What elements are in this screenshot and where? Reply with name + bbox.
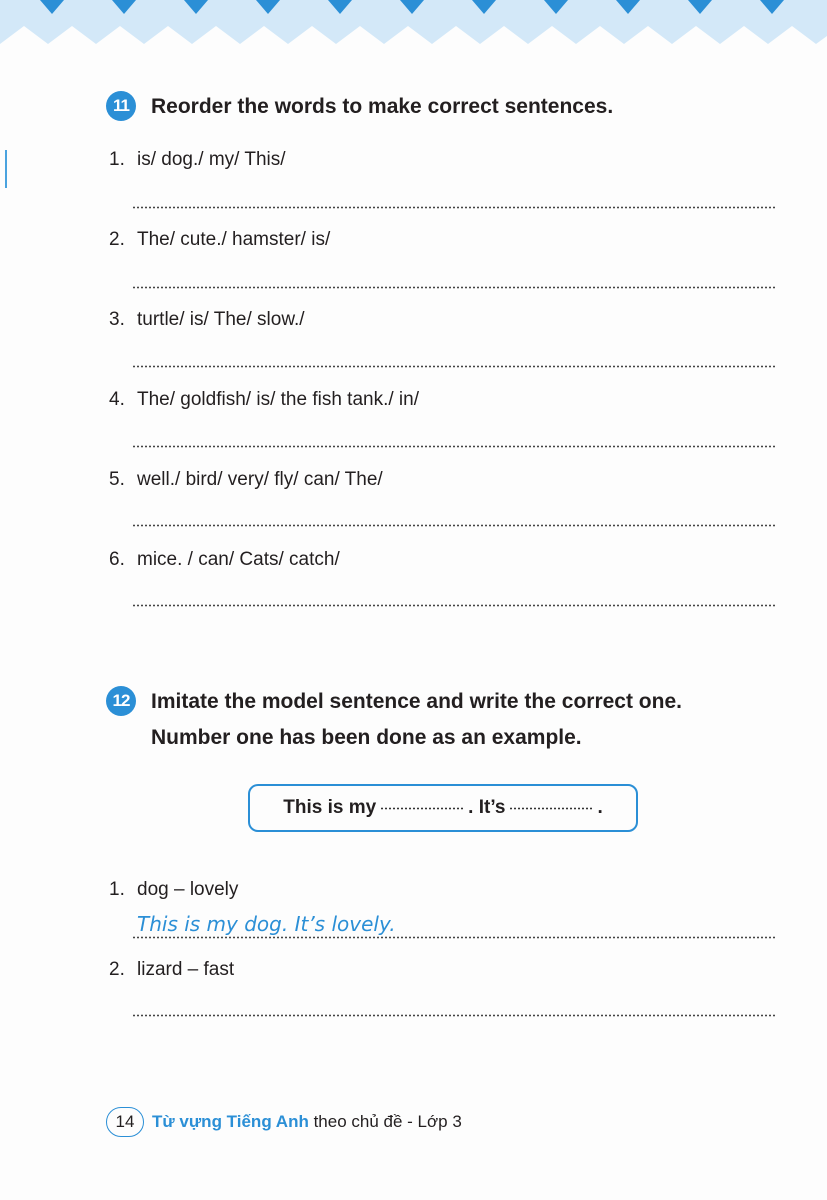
model-part-2: . It’s	[468, 797, 506, 818]
answer-line[interactable]	[132, 604, 776, 607]
example-answer: This is my dog. It’s lovely.	[137, 912, 396, 936]
list-item	[109, 309, 305, 331]
exercise-title-line-1: Imitate the model sentence and write the correct one.	[151, 690, 682, 713]
exercise-title: Reorder the words to make correct sentences.	[151, 95, 614, 118]
item-text: is/ dog./ my/ This/	[137, 149, 286, 170]
exercise-11-header	[106, 89, 613, 125]
answer-line[interactable]	[132, 286, 776, 289]
item-number: 5.	[109, 469, 125, 490]
answer-line[interactable]	[132, 936, 776, 939]
book-brand: Từ vựng Tiếng Anh	[152, 1112, 309, 1131]
book-title	[152, 1112, 462, 1132]
exercise-title	[151, 684, 682, 756]
answer-line[interactable]	[132, 1014, 776, 1017]
item-text: The/ cute./ hamster/ is/	[137, 229, 331, 250]
model-blank-1	[380, 807, 464, 810]
item-text: mice. / can/ Cats/ catch/	[137, 549, 340, 570]
list-item	[109, 469, 383, 491]
list-item	[109, 549, 340, 571]
model-end: .	[597, 797, 603, 818]
item-number: 2.	[109, 229, 125, 250]
zigzag-border	[0, 0, 827, 60]
model-sentence-box	[248, 784, 638, 832]
list-item	[109, 389, 419, 411]
margin-mark	[5, 150, 7, 188]
item-number: 1.	[109, 149, 125, 170]
exercise-title-line-2: Number one has been done as an example.	[151, 726, 582, 749]
item-number: 4.	[109, 389, 125, 410]
exercise-number-badge: 12	[106, 686, 136, 716]
list-item	[109, 229, 330, 251]
model-part-1: This is my	[283, 797, 377, 818]
answer-line[interactable]	[132, 365, 776, 368]
item-number: 2.	[109, 959, 125, 980]
answer-line[interactable]	[132, 445, 776, 448]
item-text: lizard – fast	[137, 959, 235, 980]
book-subtitle: theo chủ đề - Lớp 3	[313, 1112, 462, 1131]
item-text: turtle/ is/ The/ slow./	[137, 309, 305, 330]
answer-line[interactable]	[132, 206, 776, 209]
exercise-number-badge: 11	[106, 91, 136, 121]
page-footer	[106, 1107, 462, 1137]
list-item	[109, 149, 286, 171]
item-number: 3.	[109, 309, 125, 330]
item-text: The/ goldfish/ is/ the fish tank./ in/	[137, 389, 419, 410]
answer-line[interactable]	[132, 524, 776, 527]
list-item	[109, 879, 238, 901]
item-number: 6.	[109, 549, 125, 570]
exercise-12-header	[106, 684, 682, 756]
list-item	[109, 959, 234, 981]
item-text: well./ bird/ very/ fly/ can/ The/	[137, 469, 383, 490]
item-text: dog – lovely	[137, 879, 239, 900]
page-number: 14	[106, 1107, 144, 1137]
model-blank-2	[509, 807, 593, 810]
item-number: 1.	[109, 879, 125, 900]
